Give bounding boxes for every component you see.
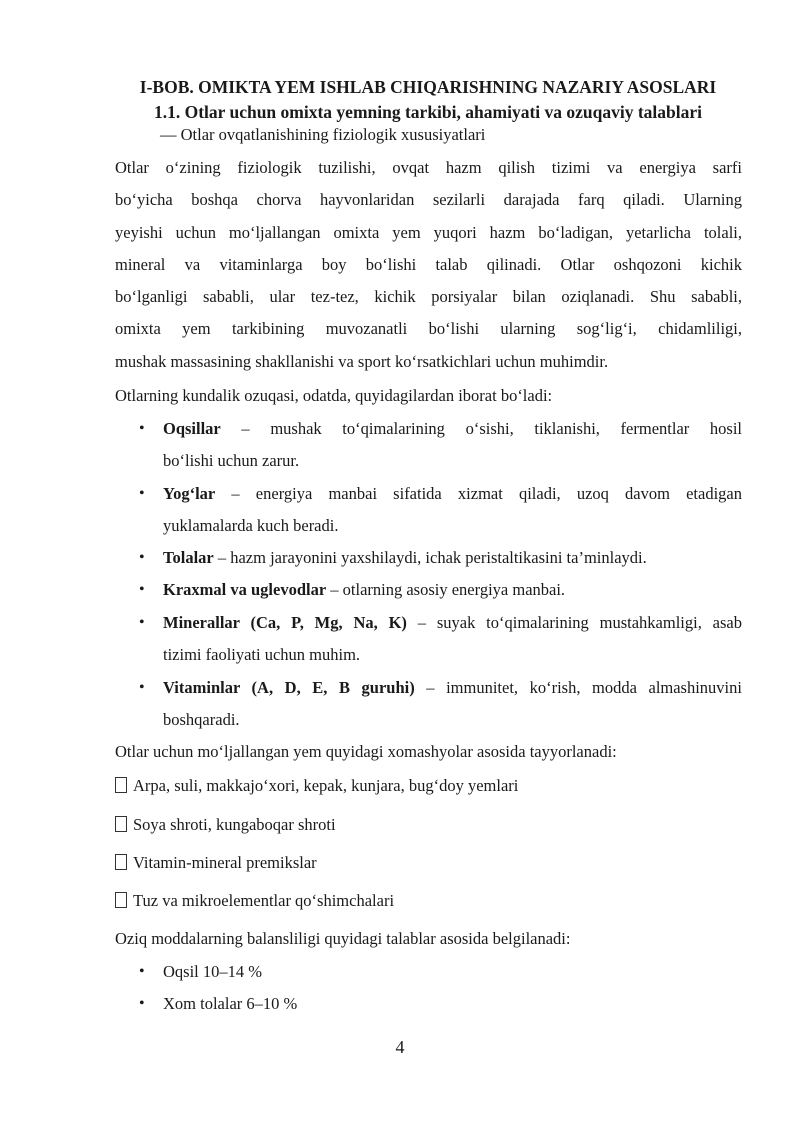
bullet-icon: • xyxy=(139,963,145,980)
list-item xyxy=(115,890,394,912)
nutrient-term: Kraxmal va uglevodlar xyxy=(163,580,327,599)
page-number: 4 xyxy=(395,1037,405,1057)
nutrient-term: Vitaminlar (A, D, E, B guruhi) xyxy=(163,678,415,697)
checkbox-glyph-icon xyxy=(115,816,127,832)
raw-material: Tuz va mikroelementlar qo‘shimchalari xyxy=(133,891,395,910)
balance-intro: Oziq moddalarning balansliligi quyidagi talablar asosida belgilanadi: xyxy=(115,929,571,948)
raw-material: Arpa, suli, makkajo‘xori, kepak, kunjara, bug‘doy yemlari xyxy=(133,776,519,795)
bullet-icon: • xyxy=(139,679,145,696)
raw-material: Vitamin-mineral premikslar xyxy=(133,853,317,872)
intro-line: yeyishi uchun mo‘ljallangan omixta yem yuqori hazm bo‘ladigan, yetarlicha tolali, xyxy=(115,222,742,242)
bullet-icon: • xyxy=(139,420,145,437)
nutrient-term: Tolalar xyxy=(163,548,214,567)
checkbox-glyph-icon xyxy=(115,854,127,870)
section-title: 1.1. Otlar uchun omixta yemning tarkibi, ahamiyati va ozuqaviy talablari xyxy=(153,102,703,122)
diet-intro: Otlarning kundalik ozuqasi, odatda, quyidagilardan iborat bo‘ladi: xyxy=(115,386,553,405)
bullet-icon: • xyxy=(139,485,145,502)
nutrient-term: Oqsillar xyxy=(163,419,221,438)
nutrient-desc: tizimi faoliyati uchun muhim. xyxy=(163,645,361,665)
nutrient-desc: – hazm jarayonini yaxshilaydi, ichak peristaltikasini ta’minlaydi. xyxy=(217,548,647,567)
bullet-icon: • xyxy=(139,995,145,1012)
intro-line: mineral va vitaminlarga boy bo‘lishi talab qilinadi. Otlar oshqozoni kichik xyxy=(115,254,742,274)
bullet-icon: • xyxy=(139,614,145,631)
nutrient-desc: – immunitet, ko‘rish, modda almashinuvini xyxy=(426,678,742,697)
nutrient-desc: boshqaradi. xyxy=(163,710,240,730)
nutrient-desc: yuklamalarda kuch beradi. xyxy=(163,516,339,536)
intro-line: mushak massasining shakllanishi va sport ko‘rsatkichlari uchun muhimdir. xyxy=(115,351,609,371)
intro-line: bo‘lganligi sababli, ular tez-tez, kichik porsiyalar bilan oziqlanadi. Shu sababli, xyxy=(115,287,742,307)
requirement: Oqsil 10–14 % xyxy=(163,962,262,981)
intro-line: Otlar o‘zining fiziologik tuzilishi, ovqat hazm qilish tizimi va energiya sarfi xyxy=(115,158,742,177)
checkbox-glyph-icon xyxy=(115,777,127,793)
raw-material: Soya shroti, kungaboqar shroti xyxy=(133,815,336,834)
chapter-heading: I-BOB. OMIKTA YEM ISHLAB CHIQARISHNING NAZARIY ASOSLARI xyxy=(139,77,717,97)
intro-paragraph xyxy=(115,152,742,378)
intro-line: omixta yem tarkibining muvozanatli bo‘lishi ularning sog‘lig‘i, chidamliligi, xyxy=(115,319,742,339)
list-item xyxy=(115,775,518,797)
nutrient-desc: – energiya manbai sifatida xizmat qiladi, uzoq davom etadigan xyxy=(231,484,742,503)
bullet-icon: • xyxy=(139,581,145,598)
intro-line: bo‘yicha boshqa chorva hayvonlaridan sezilarli darajada farq qiladi. Ularning xyxy=(115,190,742,210)
nutrient-desc: – mushak to‘qimalarining o‘sishi, tiklanishi, fermentlar hosil xyxy=(241,419,742,438)
nutrient-term: Minerallar (Ca, P, Mg, Na, K) xyxy=(163,613,407,632)
list-item xyxy=(115,814,336,836)
list-item xyxy=(115,852,317,874)
nutrient-desc: – otlarning asosiy energiya manbai. xyxy=(330,580,566,599)
checkbox-glyph-icon xyxy=(115,892,127,908)
nutrient-desc: – suyak to‘qimalarining mustahkamligi, asab xyxy=(417,613,743,632)
raw-materials-intro: Otlar uchun mo‘ljallangan yem quyidagi xomashyolar asosida tayyorlanadi: xyxy=(115,742,617,761)
subheading: — Otlar ovqatlanishining fiziologik xususiyatlari xyxy=(160,125,486,144)
nutrient-term: Yog‘lar xyxy=(163,484,216,503)
requirement: Xom tolalar 6–10 % xyxy=(163,994,298,1013)
bullet-icon: • xyxy=(139,549,145,566)
nutrient-desc: bo‘lishi uchun zarur. xyxy=(163,451,300,471)
